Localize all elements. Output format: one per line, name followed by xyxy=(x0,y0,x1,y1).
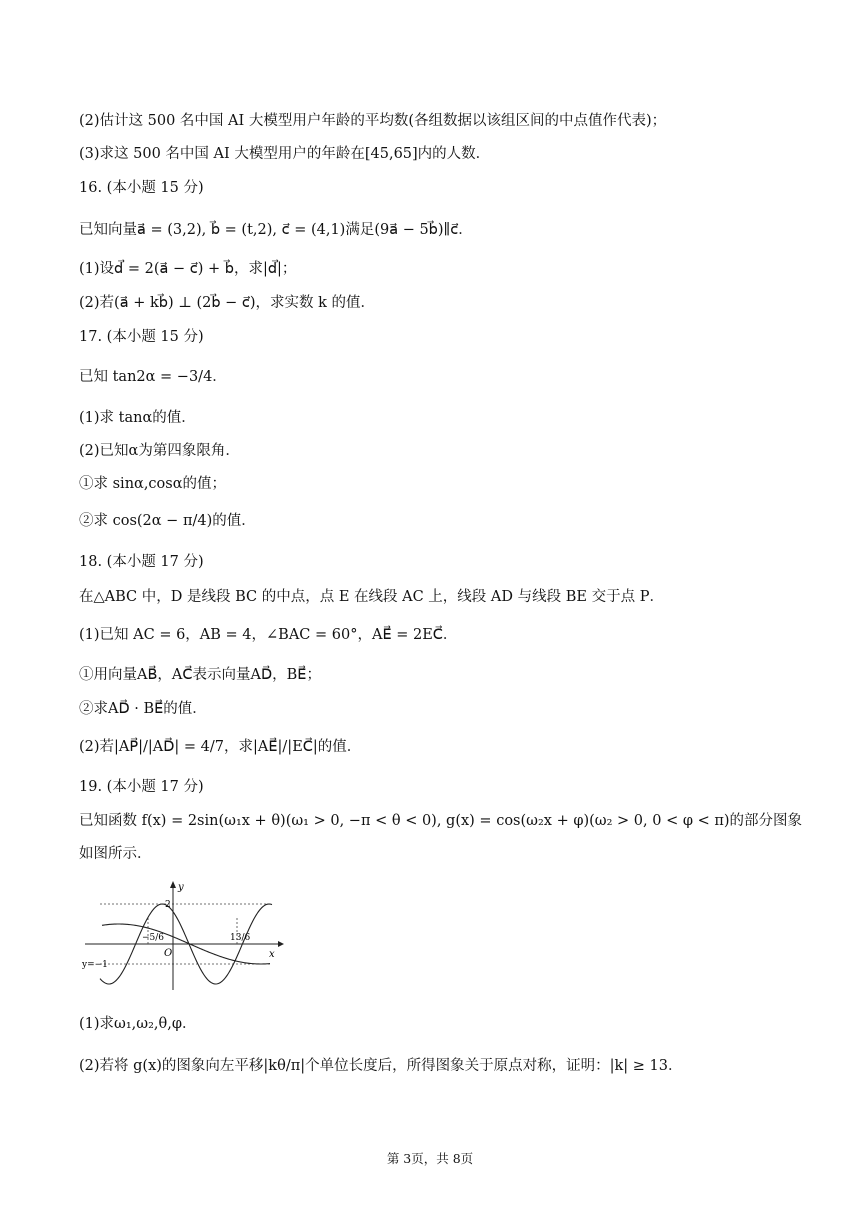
q15-part3: (3)求这 500 名中国 AI 大模型用户的年龄在[45,65]内的人数． xyxy=(79,146,491,162)
q16-part2: (2)若(a⃗ + kb⃗) ⊥ (2b⃗ − c⃗)，求实数 k 的值． xyxy=(79,295,376,311)
q18-heading: 18. (本小题 17 分) xyxy=(79,554,204,570)
q15-part2: (2)估计这 500 名中国 AI 大模型用户年龄的平均数(各组数据以该组区间的中点值作代表)； xyxy=(79,113,667,129)
y-max-label: 2 xyxy=(165,900,171,910)
q19-heading: 19. (本小题 17 分) xyxy=(79,779,204,795)
q17-heading: 17. (本小题 15 分) xyxy=(79,329,204,345)
y-axis-arrow xyxy=(170,881,176,888)
q17-part2: (2)已知α为第四象限角． xyxy=(79,443,240,459)
q17-part1: (1)求 tanα的值． xyxy=(79,410,196,426)
function-graph-figure xyxy=(80,878,290,996)
q19-stem-cont: 如图所示． xyxy=(79,846,152,862)
y-axis-label: y xyxy=(178,882,184,893)
page-footer: 第 3页，共 8页 xyxy=(386,1151,474,1166)
q17-part2-sub2: ②求 cos(2α − π/4)的值． xyxy=(79,513,256,529)
origin-label: O xyxy=(164,948,173,959)
q16-stem: 已知向量a⃗ = (3,2), b⃗ = (t,2), c⃗ = (4,1)满足(9a⃗ − 5b⃗)∥c⃗． xyxy=(79,222,473,238)
x-axis-arrow xyxy=(278,941,284,947)
q19-stem: 已知函数 f(x) = 2sin(ω₁x + θ)(ω₁ > 0, −π < θ < 0), g(x) = cos(ω₂x + φ)(ω₂ > 0, 0 < φ < π)的部分图象 xyxy=(79,813,803,829)
q17-part2-sub1: ①求 sinα,cosα的值； xyxy=(79,476,227,492)
q17-stem: 已知 tan2α = −3/4． xyxy=(79,369,227,385)
q18-part1-sub1: ①用向量AB⃗，AC⃗表示向量AD⃗，BE⃗； xyxy=(79,667,321,683)
min-line-label: y=−1 xyxy=(82,960,108,970)
left-mark-label: −5/6 xyxy=(142,933,165,943)
q18-part2: (2)若|AP⃗|/|AD⃗| = 4/7，求|AE⃗|/|EC⃗|的值． xyxy=(79,739,362,755)
q18-part1-sub2: ②求AD⃗ · BE⃗的值． xyxy=(79,701,207,717)
right-mark-label: 13/6 xyxy=(230,933,251,943)
q18-stem: 在△ABC 中，D 是线段 BC 的中点，点 E 在线段 AC 上，线段 AD 与线段 BE 交于点 P． xyxy=(79,589,664,605)
q18-part1: (1)已知 AC = 6，AB = 4，∠BAC = 60°，AE⃗ = 2EC⃗． xyxy=(79,627,458,643)
q19-part1: (1)求ω₁,ω₂,θ,φ． xyxy=(79,1016,197,1032)
q19-part2: (2)若将 g(x)的图象向左平移|kθ/π|个单位长度后，所得图象关于原点对称，证明：|k| ≥ 13． xyxy=(79,1058,683,1074)
q16-part1: (1)设d⃗ = 2(a⃗ − c⃗) + b⃗，求|d⃗|； xyxy=(79,261,297,277)
x-axis-label: x xyxy=(269,949,275,960)
q16-heading: 16. (本小题 15 分) xyxy=(79,180,204,196)
